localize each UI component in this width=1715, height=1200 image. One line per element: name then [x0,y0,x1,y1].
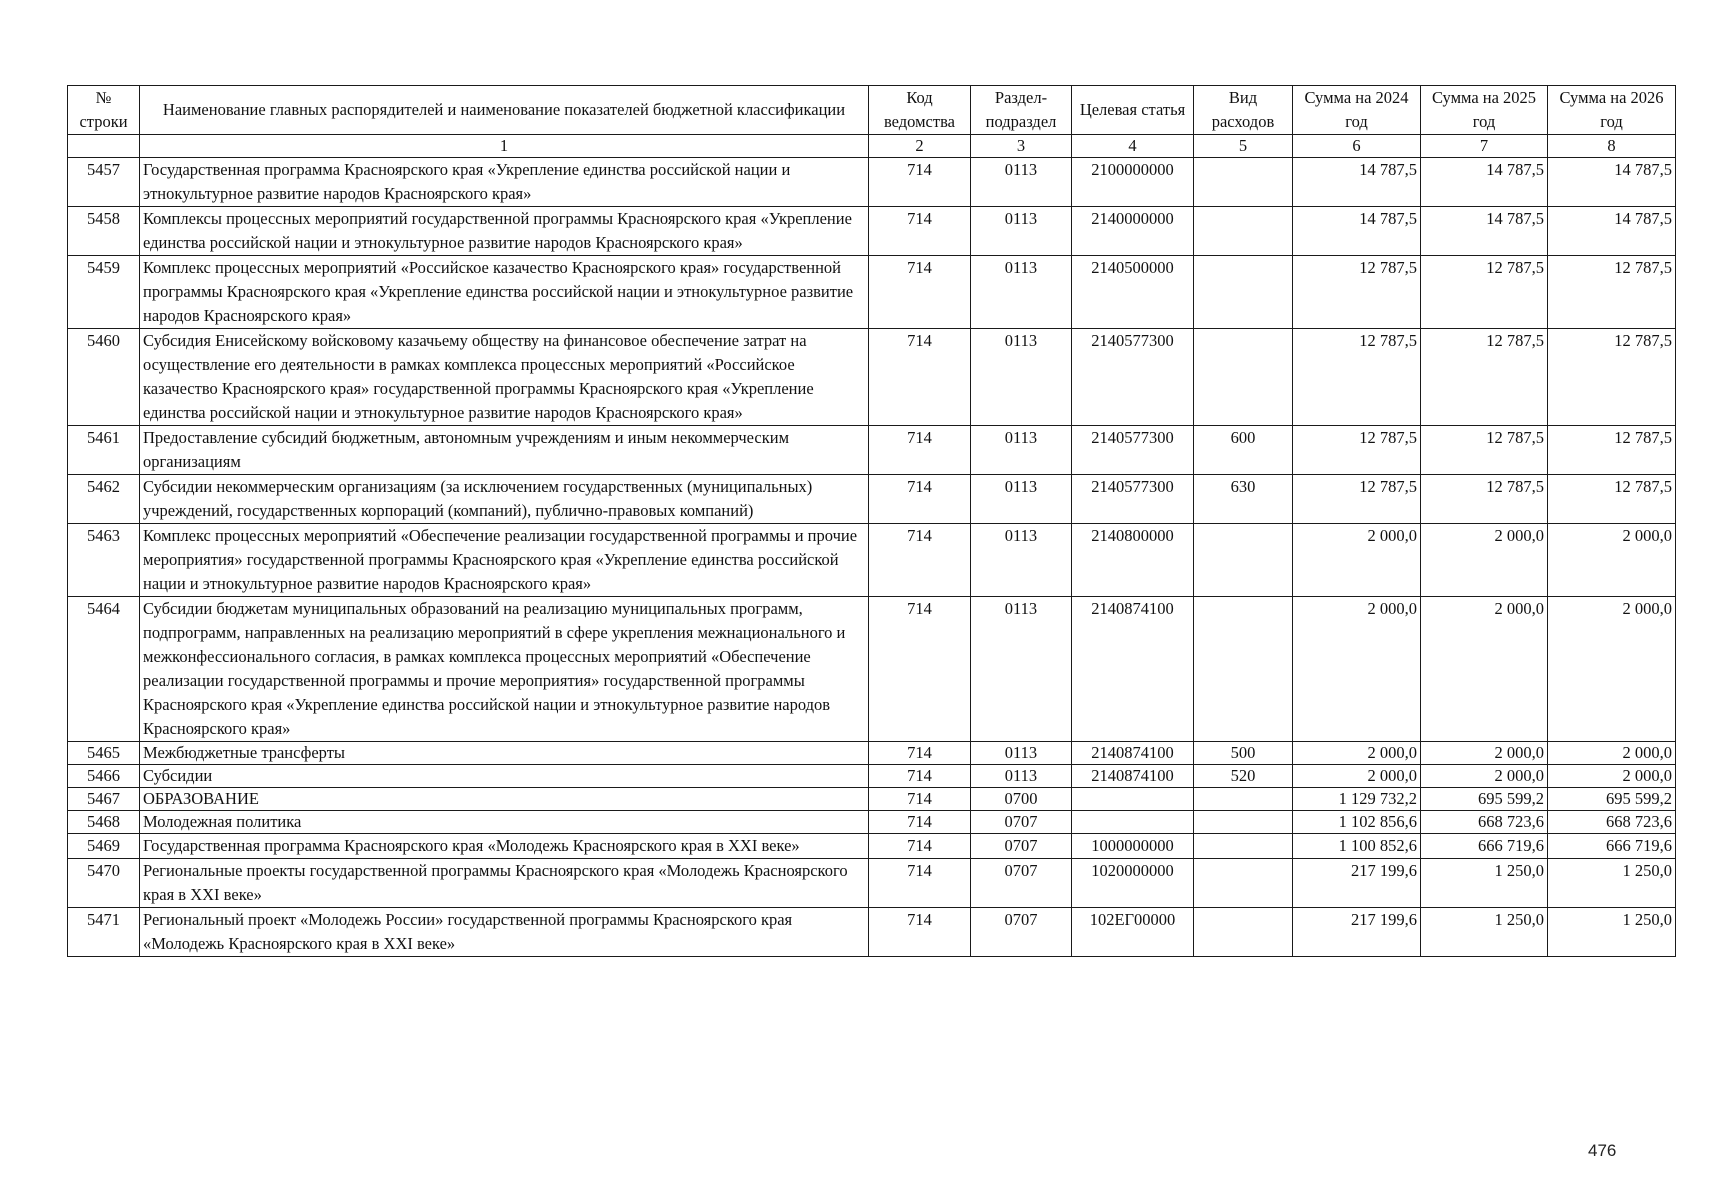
expense-type-cell [1194,811,1293,834]
row-number-cell: 5459 [68,256,140,329]
section-cell: 0113 [971,475,1072,524]
page-number: 476 [1588,1141,1617,1160]
expense-type-cell: 500 [1194,742,1293,765]
sum-2024-cell: 2 000,0 [1293,765,1421,788]
header-expense-type: Вид расходов [1194,86,1293,135]
department-code-cell: 714 [869,788,971,811]
sum-2026-cell: 2 000,0 [1548,765,1676,788]
section-cell: 0113 [971,426,1072,475]
column-number: 2 [869,135,971,158]
section-cell: 0113 [971,765,1072,788]
sum-2025-cell: 12 787,5 [1421,329,1548,426]
column-number: 6 [1293,135,1421,158]
row-number-cell: 5468 [68,811,140,834]
table-row [68,524,1676,597]
header-row-number: № строки [68,86,140,135]
name-cell: Государственная программа Красноярского края «Молодежь Красноярского края в XXI веке» [140,834,869,859]
sum-2026-cell: 1 250,0 [1548,859,1676,908]
sum-2026-cell: 14 787,5 [1548,207,1676,256]
name-cell: Комплексы процессных мероприятий государственной программы Красноярского края «Укрепление единства российской нации и этнокультурное развитие народов Красноярского края» [140,207,869,256]
column-number: 5 [1194,135,1293,158]
table-row [68,811,1676,834]
target-item-cell: 102ЕГ00000 [1072,908,1194,957]
sum-2025-cell: 12 787,5 [1421,475,1548,524]
sum-2024-cell: 12 787,5 [1293,475,1421,524]
sum-2024-cell: 12 787,5 [1293,256,1421,329]
target-item-cell: 1020000000 [1072,859,1194,908]
row-number-cell: 5469 [68,834,140,859]
sum-2025-cell: 2 000,0 [1421,742,1548,765]
expense-type-cell: 520 [1194,765,1293,788]
budget-table [67,85,1676,957]
expense-type-cell [1194,256,1293,329]
section-cell: 0113 [971,256,1072,329]
column-number-row [68,135,1676,158]
row-number-cell: 5458 [68,207,140,256]
table-row [68,597,1676,742]
sum-2026-cell: 12 787,5 [1548,426,1676,475]
table-row [68,834,1676,859]
name-cell: Субсидии некоммерческим организациям (за исключением государственных (муниципальных) учреждений, государственных корпораций (компаний), публично-правовых компаний) [140,475,869,524]
name-cell: Субсидия Енисейскому войсковому казачьему обществу на финансовое обеспечение затрат на осуществление его деятельности в рамках комплекса процессных мероприятий «Российское казачество Красноярского края» государственной программы Красноярского края «Укрепление единства российской нации и этнокультурное развитие народов Красноярского края» [140,329,869,426]
header-row [68,86,1676,135]
name-cell: Субсидии [140,765,869,788]
department-code-cell: 714 [869,524,971,597]
department-code-cell: 714 [869,475,971,524]
header-department-code: Код ведомства [869,86,971,135]
section-cell: 0700 [971,788,1072,811]
row-number-cell: 5467 [68,788,140,811]
table-row [68,426,1676,475]
expense-type-cell [1194,207,1293,256]
target-item-cell: 2140577300 [1072,426,1194,475]
target-item-cell: 1000000000 [1072,834,1194,859]
expense-type-cell [1194,597,1293,742]
section-cell: 0113 [971,329,1072,426]
name-cell: ОБРАЗОВАНИЕ [140,788,869,811]
sum-2026-cell: 14 787,5 [1548,158,1676,207]
sum-2026-cell: 668 723,6 [1548,811,1676,834]
target-item-cell: 2140577300 [1072,475,1194,524]
table-row [68,207,1676,256]
name-cell: Молодежная политика [140,811,869,834]
sum-2025-cell: 2 000,0 [1421,765,1548,788]
section-cell: 0113 [971,597,1072,742]
row-number-cell: 5466 [68,765,140,788]
expense-type-cell [1194,908,1293,957]
sum-2024-cell: 12 787,5 [1293,329,1421,426]
table-row [68,742,1676,765]
target-item-cell: 2140577300 [1072,329,1194,426]
column-number: 8 [1548,135,1676,158]
column-number [68,135,140,158]
expense-type-cell: 600 [1194,426,1293,475]
department-code-cell: 714 [869,207,971,256]
header-target-item: Целевая статья [1072,86,1194,135]
sum-2025-cell: 2 000,0 [1421,524,1548,597]
sum-2024-cell: 1 129 732,2 [1293,788,1421,811]
sum-2026-cell: 1 250,0 [1548,908,1676,957]
department-code-cell: 714 [869,329,971,426]
sum-2026-cell: 2 000,0 [1548,597,1676,742]
sum-2024-cell: 12 787,5 [1293,426,1421,475]
table-row [68,475,1676,524]
column-number: 7 [1421,135,1548,158]
name-cell: Предоставление субсидий бюджетным, автономным учреждениям и иным некоммерческим организациям [140,426,869,475]
header-sum-2024: Сумма на 2024 год [1293,86,1421,135]
target-item-cell: 2140874100 [1072,597,1194,742]
department-code-cell: 714 [869,908,971,957]
sum-2025-cell: 12 787,5 [1421,426,1548,475]
target-item-cell: 2140874100 [1072,742,1194,765]
expense-type-cell: 630 [1194,475,1293,524]
column-number: 3 [971,135,1072,158]
name-cell: Субсидии бюджетам муниципальных образований на реализацию муниципальных программ, подпрограмм, направленных на реализацию мероприятий в сфере укрепления межнационального и межконфессионального согласия, в рамках комплекса процессных мероприятий «Обеспечение реализации государственной программы и прочие мероприятия» государственной программы Красноярского края «Укрепление единства российской нации и этнокультурное развитие народов Красноярского края» [140,597,869,742]
section-cell: 0707 [971,859,1072,908]
name-cell: Комплекс процессных мероприятий «Обеспечение реализации государственной программы и прочие мероприятия» государственной программы Красноярского края «Укрепление единства российской нации и этнокультурное развитие народов Красноярского края» [140,524,869,597]
expense-type-cell [1194,524,1293,597]
sum-2025-cell: 668 723,6 [1421,811,1548,834]
table-row [68,158,1676,207]
section-cell: 0113 [971,207,1072,256]
header-sum-2026: Сумма на 2026 год [1548,86,1676,135]
table-row [68,765,1676,788]
section-cell: 0113 [971,742,1072,765]
sum-2026-cell: 2 000,0 [1548,742,1676,765]
header-section: Раздел-подраздел [971,86,1072,135]
expense-type-cell [1194,329,1293,426]
table-row [68,859,1676,908]
target-item-cell: 2140500000 [1072,256,1194,329]
target-item-cell: 2140800000 [1072,524,1194,597]
sum-2025-cell: 14 787,5 [1421,158,1548,207]
department-code-cell: 714 [869,426,971,475]
header-name: Наименование главных распорядителей и наименование показателей бюджетной классификации [140,86,869,135]
sum-2024-cell: 14 787,5 [1293,158,1421,207]
sum-2024-cell: 2 000,0 [1293,524,1421,597]
sum-2025-cell: 12 787,5 [1421,256,1548,329]
column-number: 1 [140,135,869,158]
sum-2025-cell: 2 000,0 [1421,597,1548,742]
row-number-cell: 5462 [68,475,140,524]
sum-2025-cell: 1 250,0 [1421,908,1548,957]
sum-2024-cell: 14 787,5 [1293,207,1421,256]
department-code-cell: 714 [869,859,971,908]
section-cell: 0113 [971,524,1072,597]
section-cell: 0113 [971,158,1072,207]
target-item-cell: 2100000000 [1072,158,1194,207]
sum-2024-cell: 1 100 852,6 [1293,834,1421,859]
sum-2026-cell: 695 599,2 [1548,788,1676,811]
row-number-cell: 5460 [68,329,140,426]
department-code-cell: 714 [869,742,971,765]
target-item-cell: 2140874100 [1072,765,1194,788]
target-item-cell: 2140000000 [1072,207,1194,256]
header-sum-2025: Сумма на 2025 год [1421,86,1548,135]
sum-2026-cell: 12 787,5 [1548,329,1676,426]
row-number-cell: 5470 [68,859,140,908]
sum-2024-cell: 2 000,0 [1293,742,1421,765]
expense-type-cell [1194,158,1293,207]
expense-type-cell [1194,788,1293,811]
sum-2024-cell: 217 199,6 [1293,908,1421,957]
name-cell: Комплекс процессных мероприятий «Российское казачество Красноярского края» государственной программы Красноярского края «Укрепление единства российской нации и этнокультурное развитие народов Красноярского края» [140,256,869,329]
table-row [68,788,1676,811]
table-row [68,908,1676,957]
name-cell: Государственная программа Красноярского края «Укрепление единства российской нации и этнокультурное развитие народов Красноярского края» [140,158,869,207]
department-code-cell: 714 [869,811,971,834]
table-body [68,158,1676,957]
row-number-cell: 5471 [68,908,140,957]
row-number-cell: 5463 [68,524,140,597]
table-row [68,256,1676,329]
row-number-cell: 5465 [68,742,140,765]
table-row [68,329,1676,426]
department-code-cell: 714 [869,256,971,329]
sum-2024-cell: 2 000,0 [1293,597,1421,742]
sum-2026-cell: 12 787,5 [1548,475,1676,524]
name-cell: Региональный проект «Молодежь России» государственной программы Красноярского края «Молодежь Красноярского края в XXI веке» [140,908,869,957]
sum-2025-cell: 695 599,2 [1421,788,1548,811]
row-number-cell: 5464 [68,597,140,742]
row-number-cell: 5457 [68,158,140,207]
sum-2025-cell: 14 787,5 [1421,207,1548,256]
department-code-cell: 714 [869,597,971,742]
target-item-cell [1072,811,1194,834]
section-cell: 0707 [971,908,1072,957]
sum-2026-cell: 2 000,0 [1548,524,1676,597]
sum-2024-cell: 1 102 856,6 [1293,811,1421,834]
section-cell: 0707 [971,834,1072,859]
target-item-cell [1072,788,1194,811]
section-cell: 0707 [971,811,1072,834]
sum-2026-cell: 666 719,6 [1548,834,1676,859]
name-cell: Региональные проекты государственной программы Красноярского края «Молодежь Красноярского края в XXI веке» [140,859,869,908]
row-number-cell: 5461 [68,426,140,475]
sum-2025-cell: 666 719,6 [1421,834,1548,859]
sum-2026-cell: 12 787,5 [1548,256,1676,329]
name-cell: Межбюджетные трансферты [140,742,869,765]
sum-2024-cell: 217 199,6 [1293,859,1421,908]
table-header [68,86,1676,158]
expense-type-cell [1194,859,1293,908]
department-code-cell: 714 [869,834,971,859]
expense-type-cell [1194,834,1293,859]
sum-2025-cell: 1 250,0 [1421,859,1548,908]
department-code-cell: 714 [869,158,971,207]
column-number: 4 [1072,135,1194,158]
department-code-cell: 714 [869,765,971,788]
